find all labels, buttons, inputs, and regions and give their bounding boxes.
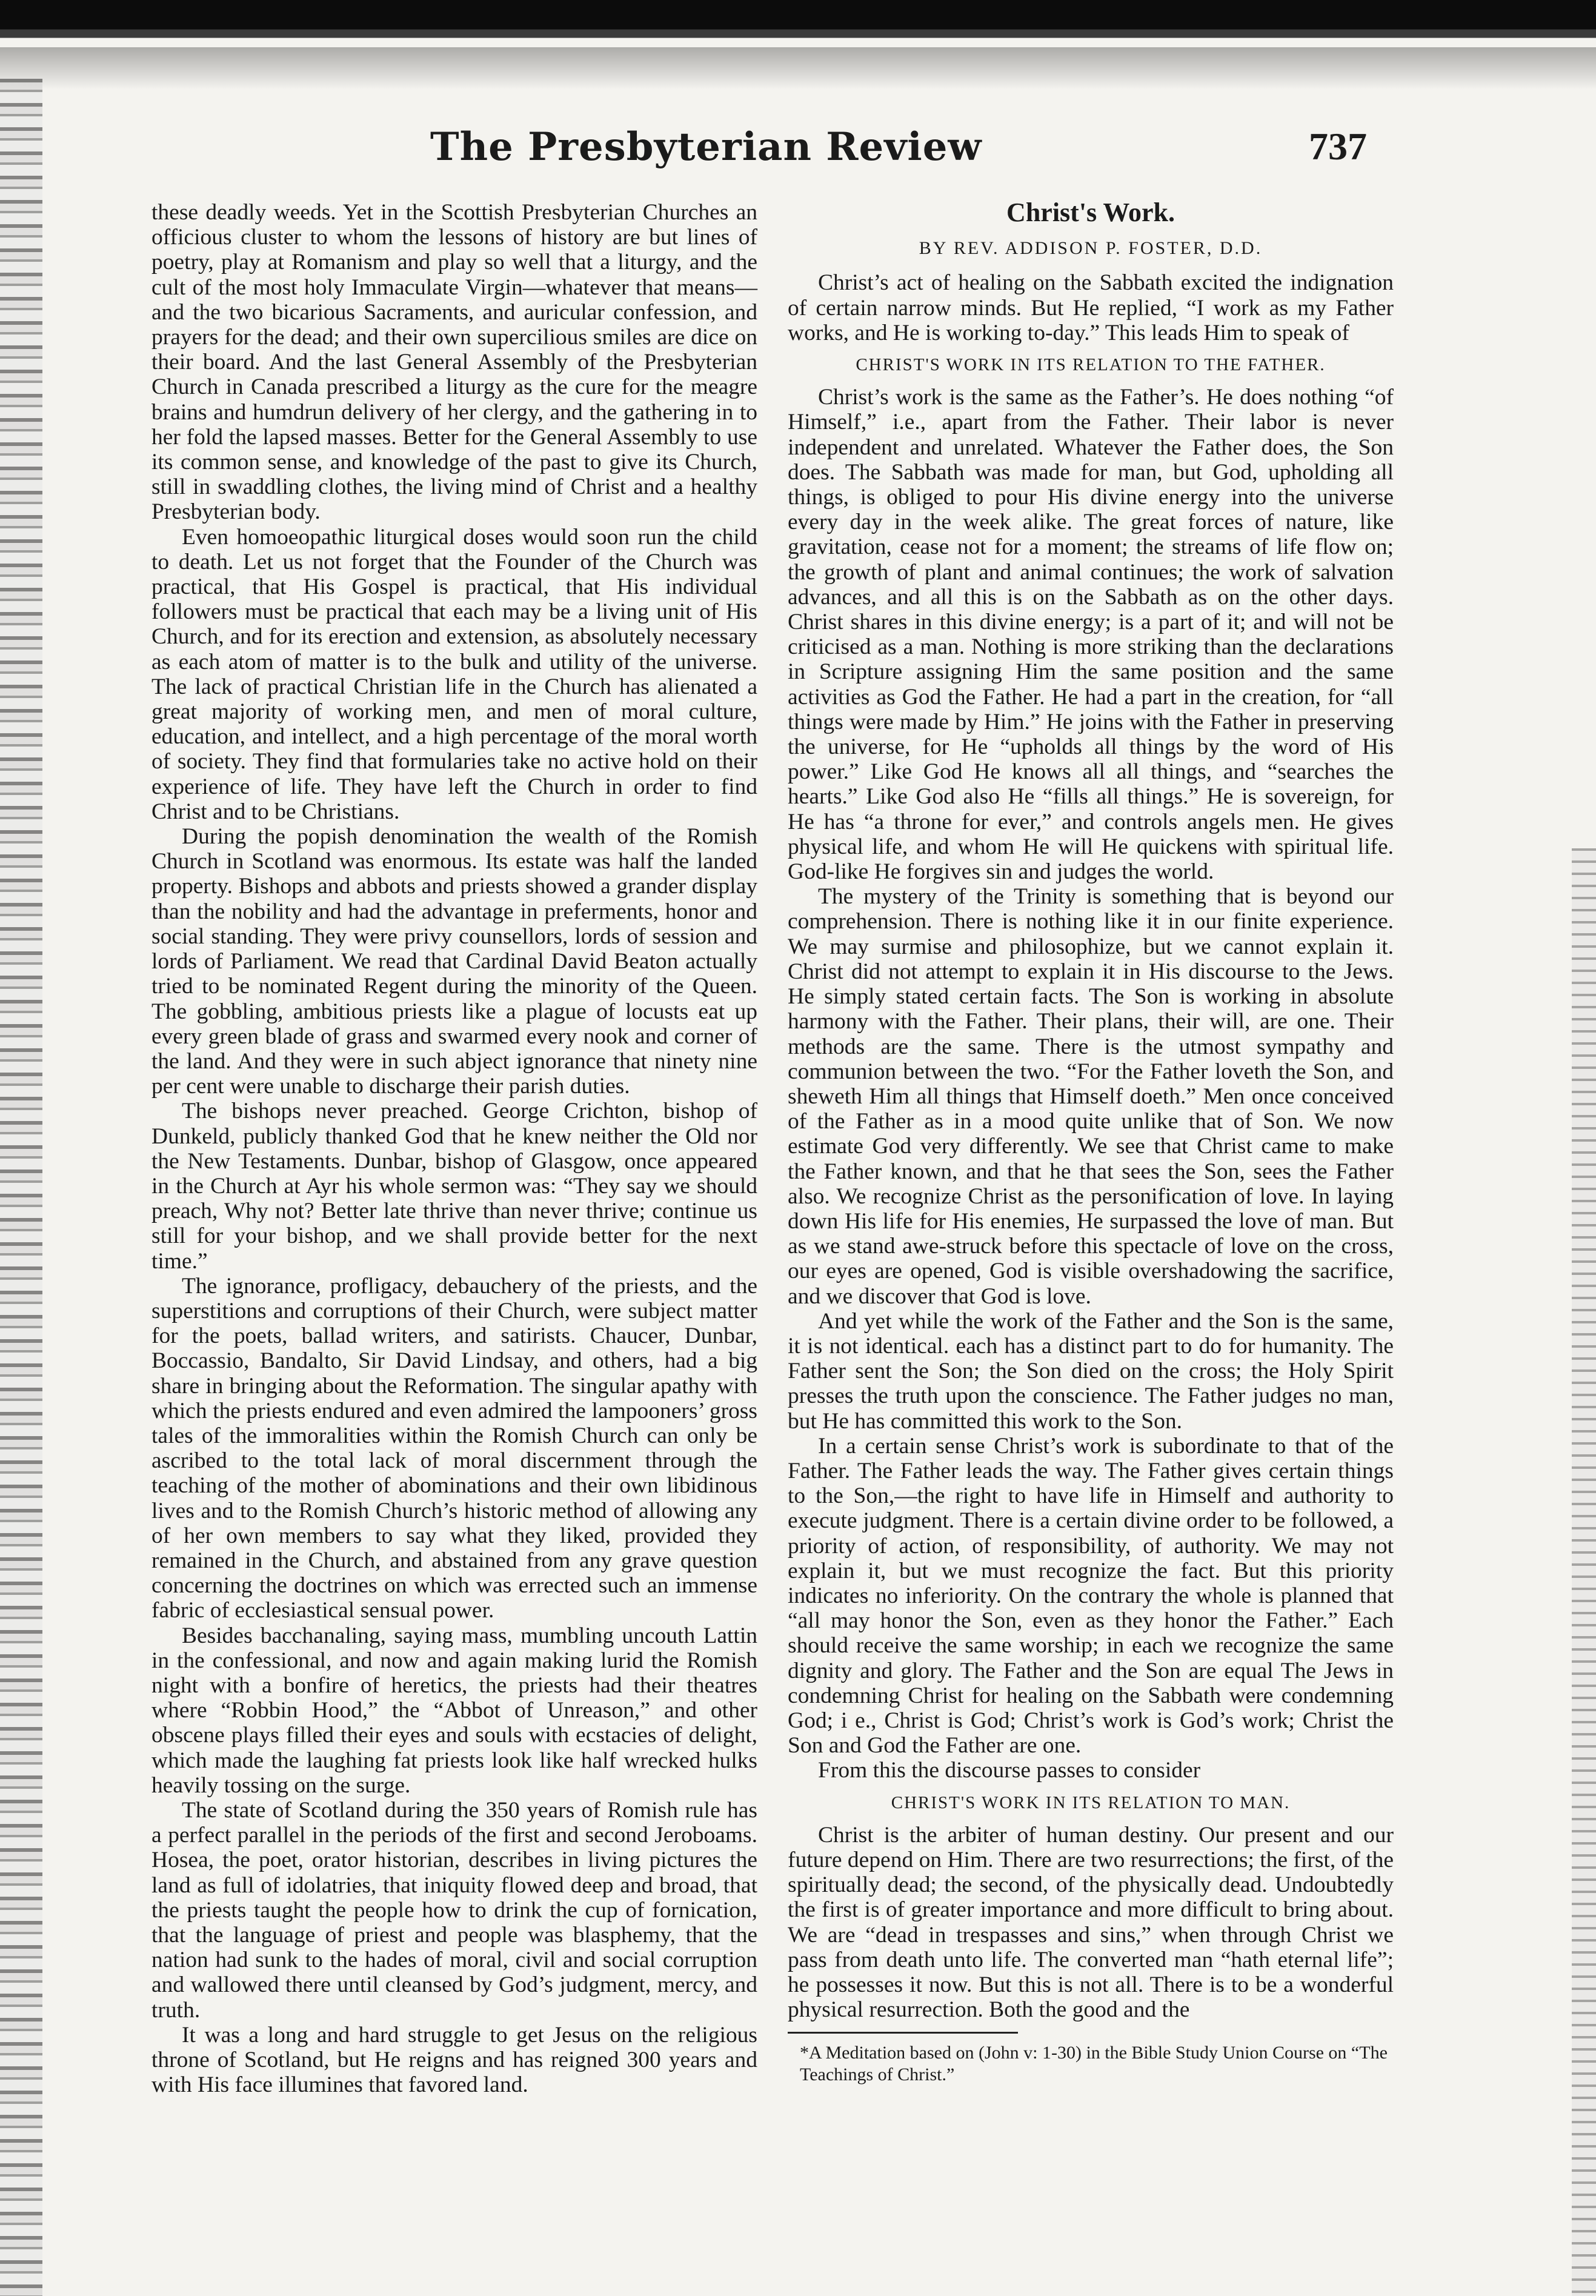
paragraph: From this the discourse passes to consider [818,1758,1201,1783]
paragraph: It was a long and hard struggle to get Jesus on the religious throne of Scotland, but He reigns and has reigned 300 years and with His face illumines that favored land. [151,2022,757,2098]
paragraph: Christ is the arbiter of human destiny. Our present and our future depend on Him. There are two resurrections; the first, of the spiritually dead; the second, of the physically dead. Undoubtedly the first is of greater importance and more difficult to bring about. We are “dead in trespasses and sins,” when through Christ we pass from death unto life. The converted man “hath eternal life”; he possesses it now. But this is not all. There is to be a wonderful physical resurrection. Both the good and the [788,1822,1394,2023]
journal-title: The Presbyterian Review [430,124,982,170]
paragraph: The state of Scotland during the 350 years of Romish rule has a perfect parallel in the periods of the first and second Jeroboams. Hosea, the poet, orator historian, describes in living pictures the land as full of idolatries, that iniquity flowed deep and broad, that the priests taught the people how to drink the cup of fornication, that the language of priest and people was blasphemy, that the nation had sunk to the hades of moral, civil and social corruption and wallowed there until cleansed by God’s judgment, mercy, and truth. [151,1798,757,2023]
paragraph: Besides bacchanaling, saying mass, mumbling uncouth Lattin in the confessional, and now and again making lurid the Romish night with a bonfire of heretics, the priests had their theatres where “Robbin Hood,” the “Abbot of Unreason,” and other obscene plays filled their eyes and souls with ecstacies of delight, which made the laughing fat priests look like half wrecked hulks heavily tossing on the surge. [151,1623,757,1798]
left-column [151,200,757,2097]
right-column [788,200,1394,2086]
paragraph: Even homoeopathic liturgical doses would soon run the child to death. Let us not forget that the Founder of the Church was practical, that His Gospel is practical, that His individual followers must be practical that each may be a living unit of His Church, and for its erection and extension, as absolutely necessary as each atom of matter is to the bulk and utility of the universe. The lack of practical Christian life in the Church has alienated a great majority of working men, and men of moral culture, education, and intellect, and a high percentage of the moral worth of society. They find that formularies take no active hold on their experience of life. They have left the Church in order to find Christ and to be Christians. [151,524,757,824]
paragraph: Christ’s work is the same as the Father’s. He does nothing “of Himself,” i.e., apart from the Father. Their labor is never independent and unrelated. Whatever the Father does, the Son does. The Sabbath was made for man, but God, upholding all things, is obliged to pour His divine energy into the universe every day in the week alike. The great forces of nature, like gravitation, cease not for a moment; the streams of life flow on; the growth of plant and animal continues; the work of salvation advances, and all this is on the Sabbath as on the other days. Christ shares in this divine energy; is a part of it; and will not be criticised as a man. Nothing is more striking than the declarations in Scripture assigning Him the same position and the same activities as God the Father. He had a part in the creation, for “all things were made by Him.” He joins with the Father in preserving the universe, for He “upholds all things by the word of His power.” Like God He knows all all things, and “searches the hearts.” Like God also He “fills all things.” He is sovereign, for He has “a throne for ever,” and controls angels men. He gives physical life, and whom He will He quickens with spiritual life. God-like He forgives sin and judges the world. [788,385,1394,885]
paragraph: The ignorance, profligacy, debauchery of the priests, and the superstitions and corruptions of their Church, were subject matter for the poets, ballad writers, and satirists. Chaucer, Dunbar, Boccassio, Bandalto, Sir David Lindsay, and others, had a big share in bringing about the Reformation. The singular apathy with which the priests endured and even admired the lampooners’ gross tales of the immoralities within the Romish Church can only be ascribed to the total lack of moral discernment through the teaching of the mother of abominations and their own libidinous lives and to the Romish Church’s historic method of allowing any of her own members to say what they liked, provided they remained in the Church, and abstained from any grave question concerning the doctrines on which was errected such an immense fabric of ecclesiastical sensual power. [151,1273,757,1623]
footnote: *A Meditation based on (John v: 1-30) in the Bible Study Union Course on “The Teachings of Christ.” [800,2043,1388,2085]
paragraph: The mystery of the Trinity is something that is beyond our comprehension. There is nothing like it in our finite experience. We may surmise and philosophize, but we cannot explain it. Christ did not attempt to explain it in His discourse to the Jews. He simply stated certain facts. The Son is working in absolute harmony with the Father. Their plans, their will, are one. Their methods are the same. There is the utmost sympathy and communion between the two. “For the Father loveth the Son, and sheweth Him all things that Himself doeth.” Men once conceived of the Father as in a mood quite unlike that of Son. We now estimate God very differently. We see that Christ came to make the Father known, and that he that sees the Son, sees the Father also. We recognize Christ as the personification of love. In laying down His life for His enemies, He surpassed the love of man. But as we stand awe-struck before this spectacle of love on the cross, our eyes are opened, God is visible overshadowing the sacrifice, and we discover that God is love. [788,884,1394,1309]
scan-left-edge [0,79,42,2296]
section-heading: CHRIST'S WORK IN ITS RELATION TO THE FATHER. [856,355,1326,375]
scan-top-border [0,0,1596,47]
article-title: Christ's Work. [1006,198,1175,227]
article-byline: BY REV. ADDISON P. FOSTER, D.D. [919,238,1263,259]
paragraph: these deadly weeds. Yet in the Scottish Presbyterian Churches an officious cluster to whom the lessons of history are but lines of poetry, play at Romanism and play so well that a liturgy, and the cult of the most holy Immaculate Virgin—whatever that means—and the two bicarious Sacraments, and auricular confession, and prayers for the dead; and their own supercilious smiles are dice on their board. And the last General Assembly of the Presbyterian Church in Canada prescribed a liturgy as the cure for the meagre brains and humdrun delivery of her clergy, and the gathering in to her fold the lapsed masses. Better for the General Assembly to use its common sense, and knowledge of the past to give its Church, still in swaddling clothes, the living mind of Christ and a healthy Presbyterian body. [151,200,757,525]
section-heading: CHRIST'S WORK IN ITS RELATION TO MAN. [891,1792,1291,1812]
paragraph: During the popish denomination the wealth of the Romish Church in Scotland was enormous. Its estate was half the landed property. Bishops and abbots and priests showed a grander display than the nobility and had the advantage in preferments, honor and social standing. They were privy counsellors, lords of session and lords of Parliament. We read that Cardinal David Beaton actually tried to be nominated Regent during the minority of the Queen. The gobbling, ambitious priests like a plague of locusts eat up every green blade of grass and swarmed every nook and corner of the land. And they were in such abject ignorance that ninety nine per cent were unable to discharge their parish duties. [151,824,757,1099]
footnote-divider [788,2032,1018,2034]
page-header [0,124,1596,179]
paragraph: In a certain sense Christ’s work is subordinate to that of the Father. The Father leads the way. The Father gives certain things to the Son,—the right to have life in Himself and authority to execute judgment. There is a certain divine order to be followed, a priority of action, of responsibility, of authority. We may not explain it, but we must recognize the fact. But this priority indicates no inferiority. On the contrary the whole is planned that “all may honor the Son, even as they honor the Father.” Each should receive the same worship; in each we recognize the same dignity and glory. The Father and the Son are equal The Jews in condemning Christ for healing on the Sabbath were condemning God; i e., Christ is God; Christ’s work is God’s work; Christ the Son and God the Father are one. [788,1433,1394,1759]
paragraph: The bishops never preached. George Crichton, bishop of Dunkeld, publicly thanked God that he knew neither the Old nor the New Testaments. Dunbar, bishop of Glasgow, once appeared in the Church at Ayr his whole sermon was: “They say we should preach, Why not? Better late thrive than never thrive; continue us still for your bishop, and we shall provide better for the next time.” [151,1099,757,1274]
scan-right-edge [1572,848,1596,2296]
scan-shadow [0,47,1596,90]
paragraph: Christ’s act of healing on the Sabbath excited the indignation of certain narrow minds. But He replied, “I work as my Father works, and He is working to-day.” This leads Him to speak of [788,270,1394,345]
page-number: 737 [1309,125,1367,168]
paragraph: And yet while the work of the Father and the Son is the same, it is not identical. each has a distinct part to do for humanity. The Father sent the Son; the Son died on the cross; the Holy Spirit presses the truth upon the conscience. The Father judges no man, but He has committed this work to the Son. [788,1308,1394,1434]
